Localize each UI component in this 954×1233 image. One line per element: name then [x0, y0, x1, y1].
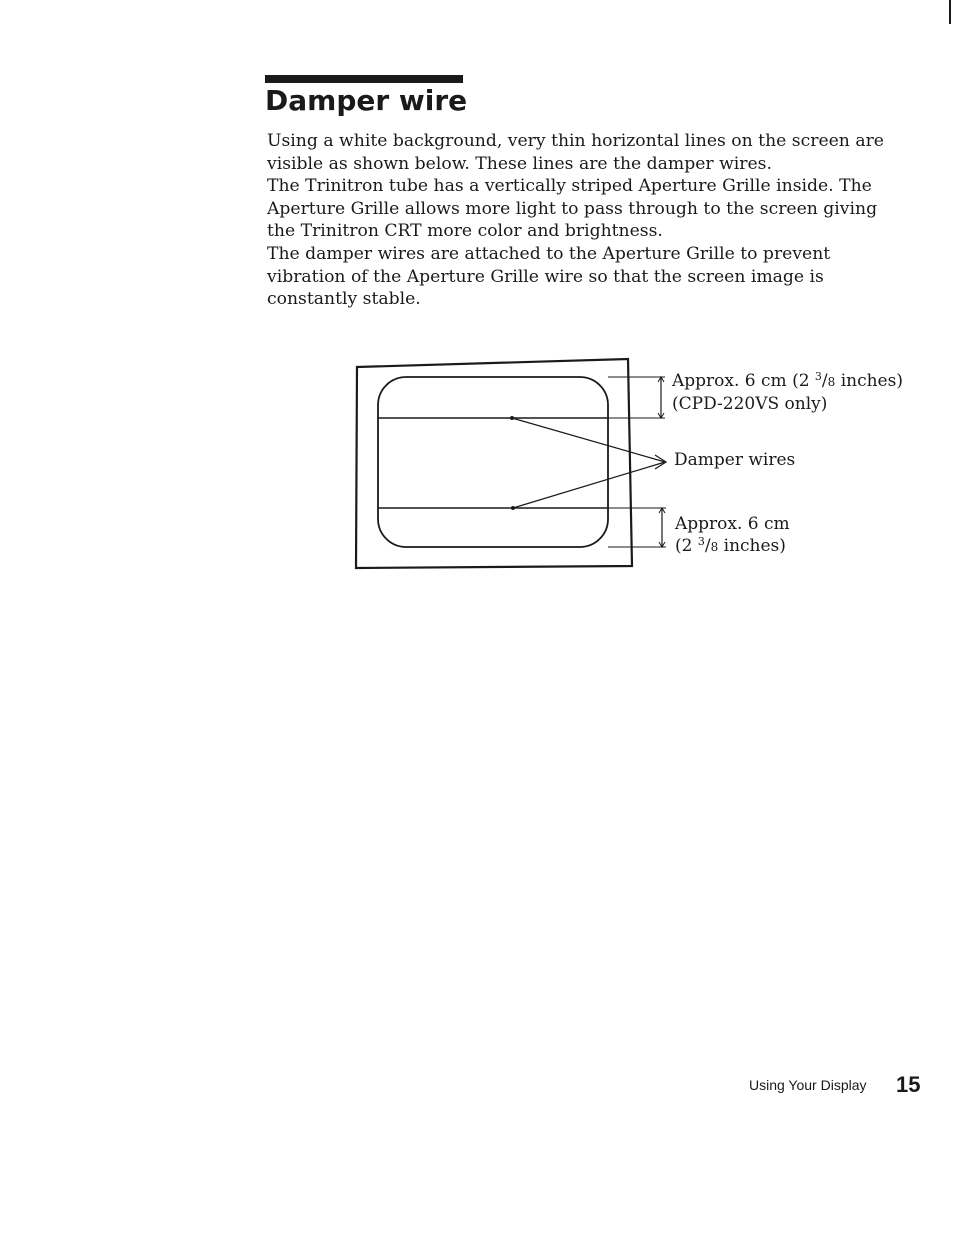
paragraph-3: The damper wires are attached to the Aperture Grille to prevent vibration of the Aperture Grille wire so that the screen image is constantly stable. [267, 243, 831, 310]
page-number: 15 [896, 1072, 921, 1097]
heading-rule [265, 75, 463, 83]
pointer-line-top [512, 418, 665, 462]
top-dimension-label: Approx. 6 cm (2 $^3$/8 inches) (CPD-220VS only) [672, 370, 903, 414]
paragraph-2: The Trinitron tube has a vertically striped Aperture Grille inside. The Aperture Grille allows more light to pass through to the screen giving the Trinitron CRT more color and brightness. [267, 176, 878, 242]
pointer-line-bottom [513, 462, 665, 508]
footer-section-title: Using Your Display [749, 1077, 867, 1093]
section-title: Damper wire [265, 84, 468, 117]
bottom-dimension-label: Approx. 6 cm (2 $^3$/8 inches) [675, 514, 790, 556]
screen-outline [378, 377, 608, 547]
page-edge-mark [949, 0, 951, 24]
body-text [267, 130, 897, 311]
damper-wires-label: Damper wires [674, 450, 796, 470]
monitor-outer-frame [356, 359, 632, 568]
paragraph-1: Using a white background, very thin horizontal lines on the screen are visible as shown below. These lines are the damper wires. [267, 131, 884, 174]
damper-wire-diagram [340, 350, 940, 580]
